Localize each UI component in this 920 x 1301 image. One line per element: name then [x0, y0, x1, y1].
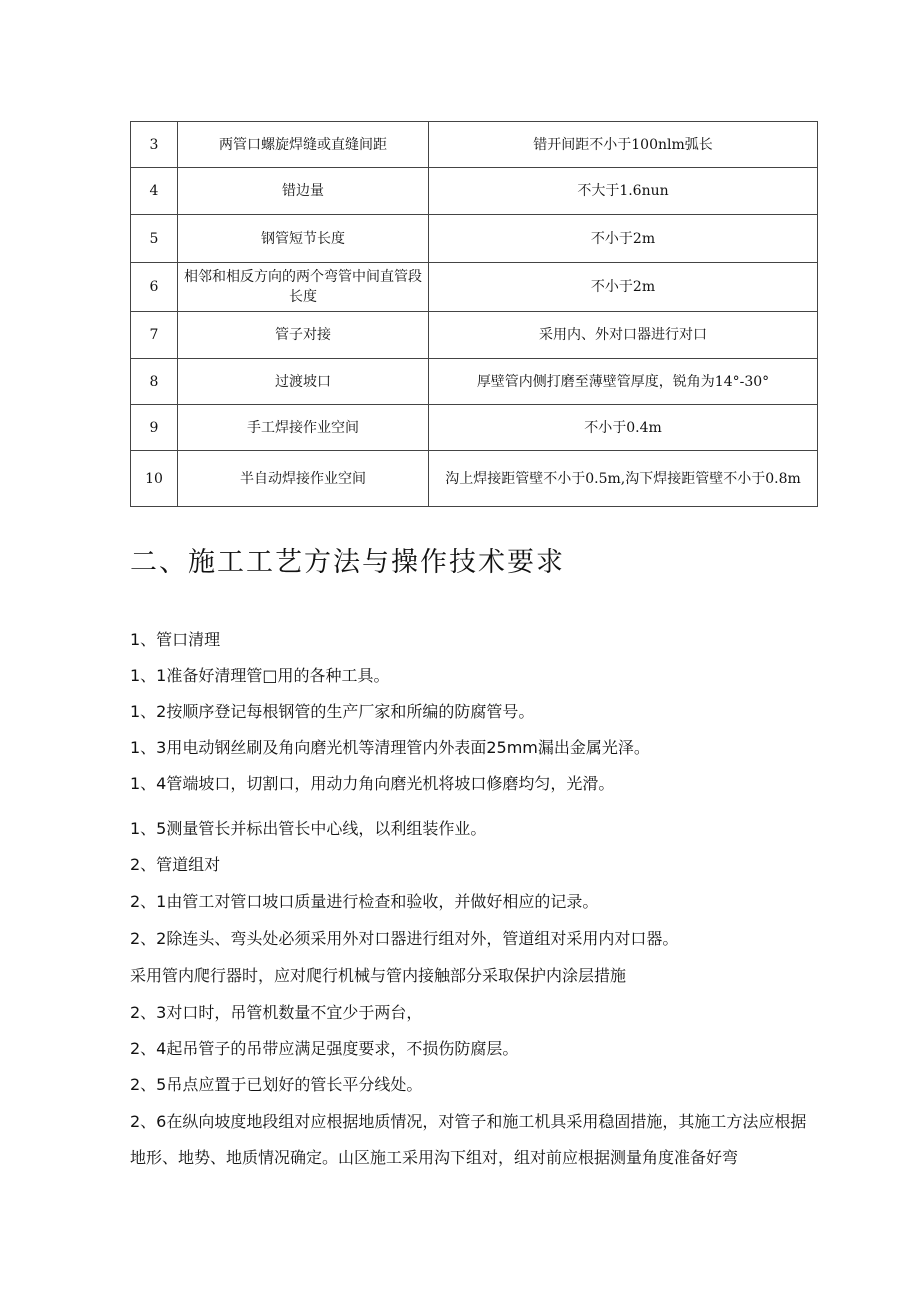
row-number: 10 [131, 451, 178, 507]
table-row [131, 312, 818, 359]
paragraph: 2、2除连头、弯头处必须采用外对口器进行组对外，管道组对采用内对口器。 [130, 929, 679, 948]
row-number: 8 [131, 359, 178, 405]
row-item: 管子对接 [178, 312, 429, 359]
paragraph: 1、3用电动钢丝刷及角向磨光机等清理管内外表面25mm漏出金属光泽。 [130, 738, 650, 757]
row-item: 钢管短节长度 [178, 215, 429, 263]
paragraph: 1、2按顺序登记每根钢管的生产厂家和所编的防腐管号。 [130, 702, 535, 721]
section-heading: 二、施工工艺方法与操作技术要求 [130, 547, 565, 578]
row-requirement: 不小于0.4m [429, 405, 818, 451]
paragraph: 1、1准备好清理管□用的各种工具。 [130, 666, 390, 685]
row-requirement: 不小于2m [429, 263, 818, 312]
table-row [131, 451, 818, 507]
row-requirement: 不小于2m [429, 215, 818, 263]
table-row [131, 168, 818, 215]
row-requirement: 厚壁管内侧打磨至薄壁管厚度，锐角为14°-30° [429, 359, 818, 405]
paragraph: 2、1由管工对管口坡口质量进行检查和验收，并做好相应的记录。 [130, 892, 599, 911]
paragraph: 2、4起吊管子的吊带应满足强度要求，不损伤防腐层。 [130, 1039, 519, 1058]
row-item: 错边量 [178, 168, 429, 215]
requirements-table [130, 121, 818, 507]
row-number: 7 [131, 312, 178, 359]
row-requirement: 错开间距不小于100nlm弧长 [429, 122, 818, 168]
row-number: 9 [131, 405, 178, 451]
table-row [131, 359, 818, 405]
row-number: 3 [131, 122, 178, 168]
paragraph: 采用管内爬行器时，应对爬行机械与管内接触部分采取保护内涂层措施 [130, 966, 627, 985]
paragraph: 2、管道组对 [130, 855, 221, 874]
paragraph: 2、6在纵向坡度地段组对应根据地质情况，对管子和施工机具采用稳固措施，其施工方法应根据地形、地势、地质情况确定。山区施工采用沟下组对，组对前应根据测量角度准备好弯 [130, 1112, 807, 1167]
row-item: 两管口螺旋焊缝或直缝间距 [178, 122, 429, 168]
row-item: 相邻和相反方向的两个弯管中间直管段长度 [178, 263, 429, 312]
row-item: 半自动焊接作业空间 [178, 451, 429, 507]
row-number: 4 [131, 168, 178, 215]
row-number: 6 [131, 263, 178, 312]
paragraph: 2、3对口时，吊管机数量不宜少于两台， [130, 1003, 423, 1022]
table-row [131, 122, 818, 168]
row-requirement: 采用内、外对口器进行对口 [429, 312, 818, 359]
table-row [131, 405, 818, 451]
row-item: 过渡坡口 [178, 359, 429, 405]
row-requirement: 沟上焊接距管壁不小于0.5m,沟下焊接距管壁不小于0.8m [429, 451, 818, 507]
paragraph: 1、5测量管长并标出管长中心线，以利组装作业。 [130, 819, 487, 838]
paragraph: 1、管口清理 [130, 630, 221, 649]
paragraph: 2、5吊点应置于已划好的管长平分线处。 [130, 1075, 423, 1094]
paragraph: 1、4管端坡口，切割口，用动力角向磨光机将坡口修磨均匀，光滑。 [130, 774, 615, 793]
row-item: 手工焊接作业空间 [178, 405, 429, 451]
table-row [131, 263, 818, 312]
row-number: 5 [131, 215, 178, 263]
row-requirement: 不大于1.6nun [429, 168, 818, 215]
table-row [131, 215, 818, 263]
